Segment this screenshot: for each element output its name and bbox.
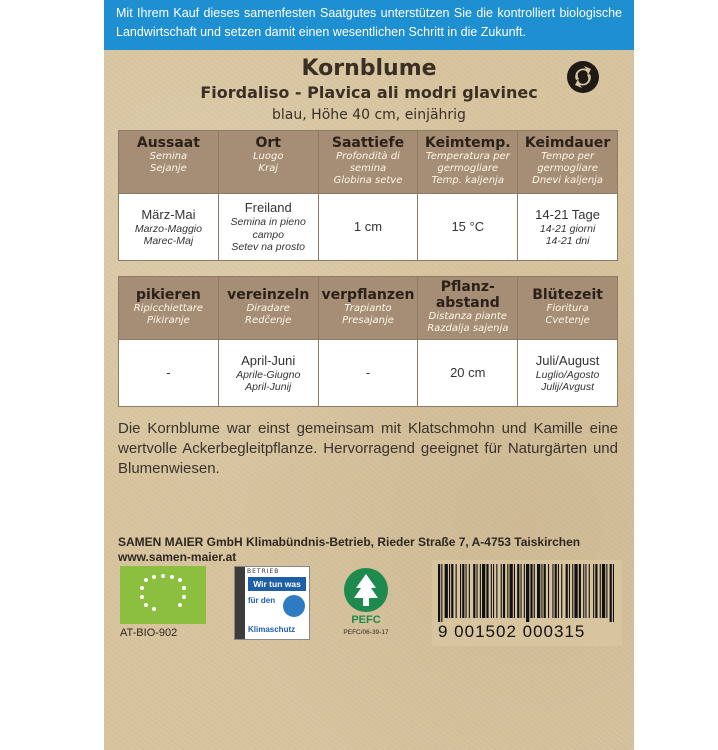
klima-text: für den	[248, 596, 276, 605]
value-cell: April-Juni Aprile-Giugno April-Junij	[218, 340, 318, 407]
product-name: Kornblume	[301, 56, 437, 81]
product-translations: Fiordaliso - Plavica ali modri glavinec	[200, 83, 538, 102]
header-cell: vereinzeln Diradare Redčenje	[218, 277, 318, 340]
klima-foot: Klimaschutz	[248, 625, 296, 634]
value-cell: März-Mai Marzo-Maggio Marec-Maj	[119, 194, 219, 261]
eu-organic-logo	[120, 566, 206, 624]
value-cell: -	[119, 340, 219, 407]
eu-leaf-icon	[120, 566, 206, 624]
organic-control-code: AT-BIO-902	[120, 627, 178, 639]
header-cell: Aussaat Semina Sejanje	[119, 131, 219, 194]
table-row	[119, 194, 618, 261]
table-row	[119, 131, 618, 194]
company-address: SAMEN MAIER GmbH Klimabündnis-Betrieb, Rieder Straße 7, A-4753 Taiskirchen	[118, 535, 581, 549]
value-cell: 1 cm	[318, 194, 418, 261]
value-cell: 15 °C	[418, 194, 518, 261]
sowing-table	[118, 130, 618, 261]
header-cell: Saattiefe Profondità di semina Globina setve	[318, 131, 418, 194]
barcode	[432, 560, 622, 646]
company-website: www.samen-maier.at	[118, 550, 237, 564]
product-details: blau, Höhe 40 cm, einjährig	[272, 107, 466, 123]
header-cell: Keimdauer Tempo per germogliare Dnevi kaljenja	[518, 131, 618, 194]
organic-banner: Mit Ihrem Kauf dieses samenfesten Saatgutes unterstützen Sie die kontrolliert biologische Landwirtschaft und setzen damit einen wesentlichen Schritt in die Zukunft.	[104, 0, 634, 50]
value-cell: 14-21 Tage 14-21 giorni 14-21 dni	[518, 194, 618, 261]
klima-top-label: BETRIEB	[247, 568, 280, 575]
recycle-icon	[566, 60, 600, 94]
value-cell: -	[318, 340, 418, 407]
barcode-bars	[432, 560, 622, 622]
table-row	[119, 277, 618, 340]
globe-icon	[283, 595, 305, 617]
header-cell: verpflanzen Trapianto Presajanje	[318, 277, 418, 340]
seed-packet-back	[104, 0, 634, 750]
table-row	[119, 340, 618, 407]
barcode-number: 9 001502 000315	[438, 622, 586, 641]
value-cell: Freiland Semina in pieno campo Setev na prosto	[218, 194, 318, 261]
pefc-logo: PEFC PEFC/06-39-17	[336, 566, 402, 640]
header-cell: Pflanz-abstand Distanza piante Razdalja sajenja	[418, 277, 518, 340]
care-table	[118, 276, 618, 407]
value-cell: Juli/August Luglio/Agosto Julij/Avgust	[518, 340, 618, 407]
header-cell: Ort Luogo Kraj	[218, 131, 318, 194]
plant-description: Die Kornblume war einst gemeinsam mit Klatschmohn und Kamille eine wertvolle Ackerbegleitpflanze. Hervorragend geeignet für Naturgärten und Blumenwiesen.	[118, 420, 618, 477]
klima-badge: Wir tun was	[248, 577, 306, 591]
climate-alliance-logo	[234, 566, 310, 640]
header-cell: pikieren Ripicchiettare Pikiranje	[119, 277, 219, 340]
tree-icon	[336, 566, 396, 614]
header-cell: Keimtemp. Temperatura per germogliare Temp. kaljenja	[418, 131, 518, 194]
header-cell: Blütezeit Fioritura Cvetenje	[518, 277, 618, 340]
value-cell: 20 cm	[418, 340, 518, 407]
